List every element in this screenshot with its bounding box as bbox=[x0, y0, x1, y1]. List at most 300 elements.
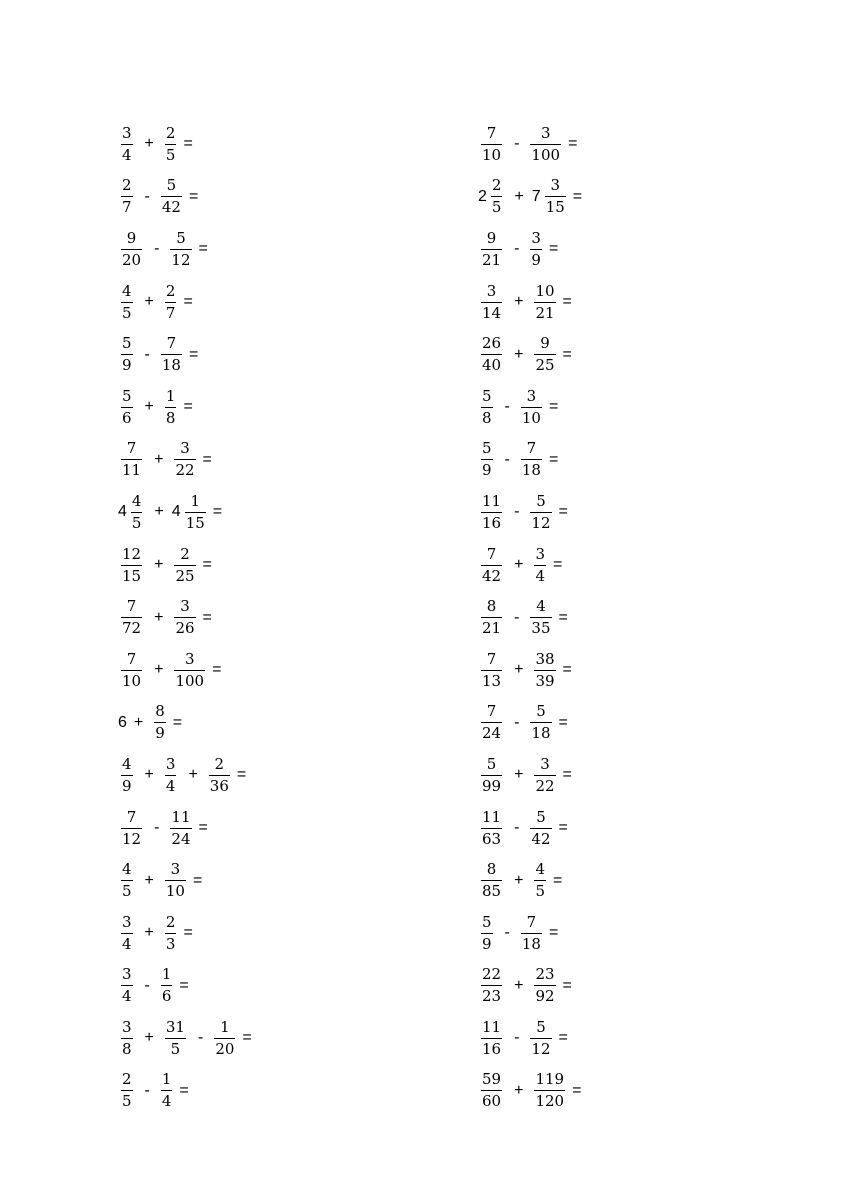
fraction-numerator: 1 bbox=[161, 965, 172, 984]
equals-sign: = bbox=[212, 661, 222, 679]
fraction bbox=[121, 123, 133, 164]
problem-row bbox=[478, 854, 582, 907]
fraction-numerator: 3 bbox=[122, 1017, 132, 1036]
problem-row bbox=[478, 486, 582, 539]
fraction-numerator: 5 bbox=[482, 386, 492, 405]
fraction bbox=[121, 862, 133, 899]
fraction-denominator: 4 bbox=[122, 987, 132, 1006]
equals-sign: = bbox=[548, 240, 559, 258]
problem-row bbox=[478, 749, 582, 802]
equals-sign: = bbox=[548, 924, 559, 942]
fraction-denominator: 10 bbox=[482, 145, 502, 164]
fraction bbox=[481, 649, 502, 690]
fraction-denominator: 24 bbox=[171, 829, 191, 848]
equals-sign: = bbox=[552, 871, 563, 889]
operator: - bbox=[504, 924, 510, 942]
fraction bbox=[534, 544, 546, 585]
fraction-denominator: 5 bbox=[170, 1039, 181, 1058]
fraction-numerator: 7 bbox=[166, 334, 177, 353]
problem-row bbox=[118, 907, 252, 960]
fraction-denominator: 22 bbox=[535, 776, 555, 795]
operator: - bbox=[514, 608, 520, 626]
fraction bbox=[170, 807, 191, 848]
operator: - bbox=[144, 187, 150, 205]
problem-row bbox=[478, 539, 582, 592]
fraction bbox=[481, 386, 493, 427]
fraction bbox=[534, 281, 555, 322]
fraction-denominator: 18 bbox=[521, 934, 541, 953]
fraction-numerator: 9 bbox=[540, 334, 550, 353]
fraction bbox=[534, 649, 555, 690]
fraction bbox=[121, 386, 133, 427]
fraction-numerator: 5 bbox=[176, 228, 186, 247]
fraction bbox=[165, 281, 177, 322]
fraction bbox=[481, 281, 502, 322]
fraction-denominator: 15 bbox=[122, 566, 142, 585]
fraction-numerator: 2 bbox=[122, 1070, 132, 1089]
fraction bbox=[530, 123, 561, 164]
equals-sign: = bbox=[558, 1029, 568, 1047]
fraction-denominator: 21 bbox=[482, 619, 502, 638]
equals-sign: = bbox=[562, 976, 572, 994]
fraction bbox=[161, 1072, 173, 1109]
fraction-denominator: 22 bbox=[175, 461, 195, 480]
problem-row bbox=[118, 171, 252, 224]
fraction-denominator: 72 bbox=[122, 619, 142, 638]
problem-row bbox=[118, 276, 252, 329]
fraction-denominator: 10 bbox=[521, 408, 541, 427]
fraction-numerator: 23 bbox=[535, 965, 555, 984]
equals-sign: = bbox=[572, 187, 583, 205]
problem-row bbox=[478, 1065, 582, 1118]
fraction bbox=[121, 967, 133, 1004]
operator: + bbox=[514, 556, 524, 574]
problem-row bbox=[118, 1065, 252, 1118]
equals-sign: = bbox=[558, 713, 568, 731]
problem-row bbox=[118, 644, 252, 697]
fraction bbox=[481, 123, 502, 164]
equals-sign: = bbox=[202, 556, 212, 574]
fraction-numerator: 2 bbox=[165, 123, 176, 142]
fraction-numerator: 2 bbox=[122, 176, 132, 195]
fraction-denominator: 7 bbox=[165, 303, 176, 322]
fraction-numerator: 10 bbox=[535, 281, 555, 300]
operator: - bbox=[514, 819, 520, 837]
fraction-denominator: 20 bbox=[215, 1039, 235, 1058]
problem-row bbox=[478, 223, 582, 276]
equals-sign: = bbox=[558, 503, 568, 521]
fraction-numerator: 11 bbox=[482, 1017, 502, 1036]
fraction-numerator: 119 bbox=[535, 1070, 565, 1089]
equals-sign: = bbox=[548, 450, 559, 468]
fraction-denominator: 4 bbox=[165, 776, 176, 795]
equals-sign: = bbox=[179, 1081, 189, 1099]
fraction-numerator: 3 bbox=[165, 754, 176, 773]
fraction-numerator: 4 bbox=[535, 860, 545, 879]
problem-row bbox=[118, 591, 252, 644]
fraction bbox=[165, 386, 177, 427]
equals-sign: = bbox=[562, 293, 572, 311]
operator: + bbox=[188, 766, 198, 784]
fraction-numerator: 1 bbox=[220, 1017, 230, 1036]
operator: + bbox=[154, 608, 164, 626]
fraction bbox=[174, 544, 195, 585]
fraction-denominator: 21 bbox=[535, 303, 555, 322]
fraction bbox=[209, 754, 230, 795]
fraction-numerator: 5 bbox=[486, 754, 497, 773]
fraction-denominator: 6 bbox=[161, 987, 172, 1006]
fraction-numerator: 22 bbox=[482, 965, 502, 984]
equals-sign: = bbox=[183, 924, 193, 942]
fraction-denominator: 92 bbox=[535, 987, 555, 1006]
fraction bbox=[521, 912, 542, 953]
problem-row bbox=[478, 381, 582, 434]
fraction-numerator: 9 bbox=[486, 228, 497, 247]
operator: + bbox=[514, 661, 524, 679]
fraction bbox=[491, 178, 503, 215]
fraction-denominator: 5 bbox=[491, 198, 502, 217]
fraction-numerator: 5 bbox=[482, 439, 492, 458]
fraction bbox=[534, 754, 555, 795]
equals-sign: = bbox=[172, 713, 183, 731]
fraction-denominator: 63 bbox=[482, 829, 502, 848]
operator: + bbox=[144, 766, 154, 784]
fraction-denominator: 25 bbox=[175, 566, 195, 585]
fraction-numerator: 11 bbox=[482, 807, 502, 826]
fraction-numerator: 3 bbox=[170, 860, 181, 879]
operator: - bbox=[514, 503, 520, 521]
equals-sign: = bbox=[183, 398, 193, 416]
fraction-denominator: 42 bbox=[482, 566, 502, 585]
operator: + bbox=[144, 135, 154, 153]
fraction-numerator: 4 bbox=[122, 860, 132, 879]
fraction bbox=[481, 862, 502, 899]
fraction-numerator: 1 bbox=[161, 1070, 172, 1089]
fraction-numerator: 2 bbox=[165, 912, 176, 931]
fraction-numerator: 7 bbox=[126, 649, 137, 668]
fraction bbox=[121, 544, 142, 585]
fraction bbox=[154, 704, 166, 741]
fraction-denominator: 11 bbox=[122, 461, 142, 480]
fraction bbox=[121, 178, 133, 215]
fraction bbox=[481, 599, 502, 636]
fraction-numerator: 1 bbox=[165, 386, 176, 405]
fraction bbox=[165, 862, 186, 899]
fraction-numerator: 5 bbox=[122, 334, 132, 353]
fraction-denominator: 8 bbox=[122, 1039, 132, 1058]
fraction-numerator: 38 bbox=[535, 649, 555, 668]
problem-row bbox=[118, 486, 252, 539]
operator: - bbox=[514, 1029, 520, 1047]
fraction-numerator: 3 bbox=[180, 597, 190, 616]
fraction-denominator: 9 bbox=[531, 250, 541, 269]
problem-row bbox=[478, 171, 582, 224]
operator: + bbox=[154, 503, 164, 521]
operator: - bbox=[514, 713, 520, 731]
whole-number: 4 bbox=[118, 503, 127, 521]
fraction bbox=[481, 704, 502, 741]
fraction-denominator: 85 bbox=[482, 882, 502, 901]
fraction-denominator: 4 bbox=[535, 566, 545, 585]
fraction bbox=[131, 491, 143, 532]
fraction-denominator: 12 bbox=[171, 250, 191, 269]
fraction-denominator: 12 bbox=[531, 1039, 551, 1058]
problem-row bbox=[478, 434, 582, 487]
fraction bbox=[121, 599, 142, 636]
equals-sign: = bbox=[202, 608, 212, 626]
fraction bbox=[481, 441, 493, 478]
fraction bbox=[174, 599, 195, 636]
fraction bbox=[185, 491, 206, 532]
operator: + bbox=[154, 556, 164, 574]
fraction bbox=[165, 1017, 186, 1058]
fraction-numerator: 5 bbox=[122, 386, 132, 405]
fraction bbox=[521, 386, 542, 427]
operator: + bbox=[144, 1029, 154, 1047]
fraction-denominator: 24 bbox=[482, 724, 502, 743]
operator: + bbox=[514, 293, 524, 311]
operator: + bbox=[514, 187, 524, 205]
fraction bbox=[214, 1017, 235, 1058]
equals-sign: = bbox=[562, 766, 572, 784]
operator: + bbox=[514, 345, 524, 363]
problem-row bbox=[118, 434, 252, 487]
equals-sign: = bbox=[179, 976, 189, 994]
fraction-denominator: 5 bbox=[122, 882, 132, 901]
fraction-denominator: 26 bbox=[175, 619, 195, 638]
problem-row bbox=[478, 802, 582, 855]
fraction bbox=[121, 441, 142, 478]
fraction bbox=[481, 491, 502, 532]
fraction-denominator: 8 bbox=[482, 408, 492, 427]
fraction bbox=[530, 807, 551, 848]
fraction bbox=[121, 336, 133, 373]
equals-sign: = bbox=[183, 293, 193, 311]
problem-row bbox=[118, 381, 252, 434]
operator: + bbox=[144, 293, 154, 311]
right-problem-column bbox=[478, 118, 582, 1117]
fraction-denominator: 23 bbox=[482, 987, 502, 1006]
fraction-numerator: 5 bbox=[536, 1017, 546, 1036]
fraction-numerator: 3 bbox=[540, 123, 551, 142]
fraction-denominator: 99 bbox=[482, 776, 502, 795]
operator: + bbox=[154, 661, 164, 679]
fraction bbox=[481, 336, 502, 373]
fraction-numerator: 11 bbox=[482, 491, 502, 510]
operator: + bbox=[514, 871, 524, 889]
fraction-denominator: 12 bbox=[122, 829, 142, 848]
operator: - bbox=[144, 345, 150, 363]
equals-sign: = bbox=[548, 398, 559, 416]
equals-sign: = bbox=[212, 503, 223, 521]
fraction-numerator: 3 bbox=[122, 123, 132, 142]
problem-row bbox=[478, 697, 582, 750]
fraction-denominator: 25 bbox=[535, 356, 555, 375]
fraction-numerator: 12 bbox=[122, 544, 142, 563]
fraction bbox=[481, 807, 502, 848]
fraction-numerator: 7 bbox=[486, 702, 497, 721]
fraction-numerator: 7 bbox=[486, 544, 497, 563]
equals-sign: = bbox=[198, 240, 208, 258]
fraction bbox=[530, 704, 551, 741]
operator: - bbox=[144, 1081, 150, 1099]
fraction bbox=[121, 912, 133, 953]
equals-sign: = bbox=[558, 608, 568, 626]
fraction-denominator: 20 bbox=[122, 250, 142, 269]
fraction-denominator: 9 bbox=[155, 724, 165, 743]
problem-row bbox=[118, 539, 252, 592]
fraction-denominator: 15 bbox=[545, 198, 565, 217]
fraction-denominator: 10 bbox=[122, 671, 142, 690]
equals-sign: = bbox=[552, 556, 563, 574]
fraction-numerator: 4 bbox=[122, 281, 132, 300]
fraction bbox=[534, 862, 546, 899]
problem-row bbox=[118, 1012, 252, 1065]
fraction-denominator: 100 bbox=[531, 145, 561, 164]
fraction-denominator: 18 bbox=[161, 356, 181, 375]
problem-row bbox=[118, 118, 252, 171]
fraction-numerator: 31 bbox=[165, 1017, 185, 1036]
equals-sign: = bbox=[572, 1081, 582, 1099]
fraction-denominator: 9 bbox=[122, 356, 132, 375]
fraction-denominator: 14 bbox=[482, 303, 502, 322]
fraction-numerator: 7 bbox=[526, 912, 537, 931]
fraction-numerator: 7 bbox=[126, 439, 137, 458]
fraction-numerator: 8 bbox=[155, 702, 165, 721]
fraction bbox=[481, 1072, 502, 1109]
fraction bbox=[530, 491, 551, 532]
fraction bbox=[530, 1017, 551, 1058]
fraction bbox=[121, 1017, 133, 1058]
operator: + bbox=[144, 924, 154, 942]
fraction-numerator: 5 bbox=[536, 491, 546, 510]
problem-row bbox=[118, 854, 252, 907]
whole-number: 2 bbox=[478, 187, 487, 205]
fraction-numerator: 4 bbox=[131, 491, 142, 510]
fraction-numerator: 2 bbox=[491, 176, 502, 195]
fraction bbox=[534, 1072, 565, 1109]
equals-sign: = bbox=[236, 766, 247, 784]
fraction-denominator: 18 bbox=[531, 724, 551, 743]
equals-sign: = bbox=[242, 1029, 252, 1047]
problem-row bbox=[478, 328, 582, 381]
fraction-denominator: 9 bbox=[482, 461, 492, 480]
fraction bbox=[121, 754, 133, 795]
problem-row bbox=[118, 802, 252, 855]
fraction-denominator: 42 bbox=[531, 829, 551, 848]
fraction-denominator: 5 bbox=[131, 513, 142, 532]
fraction bbox=[534, 967, 555, 1004]
fraction bbox=[481, 544, 502, 585]
operator: - bbox=[514, 135, 520, 153]
left-problem-column bbox=[118, 118, 252, 1117]
problem-row bbox=[478, 644, 582, 697]
whole-number: 7 bbox=[531, 187, 541, 205]
fraction-denominator: 5 bbox=[122, 1092, 132, 1111]
fraction-denominator: 4 bbox=[122, 145, 132, 164]
fraction-numerator: 5 bbox=[482, 912, 492, 931]
fraction bbox=[161, 967, 173, 1004]
problem-row bbox=[118, 960, 252, 1013]
problem-row bbox=[118, 328, 252, 381]
fraction-numerator: 4 bbox=[536, 597, 546, 616]
fraction bbox=[165, 123, 177, 164]
fraction bbox=[165, 754, 177, 795]
fraction-numerator: 2 bbox=[165, 281, 176, 300]
operator: - bbox=[504, 450, 510, 468]
problem-row bbox=[478, 960, 582, 1013]
operator: - bbox=[514, 240, 520, 258]
fraction bbox=[481, 967, 502, 1004]
operator: + bbox=[133, 713, 144, 731]
problem-row bbox=[478, 276, 582, 329]
fraction-numerator: 3 bbox=[122, 965, 132, 984]
fraction-numerator: 11 bbox=[171, 807, 191, 826]
fraction-denominator: 100 bbox=[175, 671, 205, 690]
fraction bbox=[174, 649, 205, 690]
fraction-denominator: 36 bbox=[209, 776, 229, 795]
fraction bbox=[121, 228, 142, 269]
fraction bbox=[521, 441, 542, 478]
equals-sign: = bbox=[202, 450, 212, 468]
operator: + bbox=[144, 871, 154, 889]
fraction-denominator: 39 bbox=[535, 671, 555, 690]
fraction-numerator: 59 bbox=[482, 1070, 502, 1089]
fraction bbox=[165, 912, 177, 953]
fraction-numerator: 7 bbox=[526, 439, 537, 458]
fraction bbox=[161, 178, 182, 215]
operator: + bbox=[514, 976, 524, 994]
fraction-denominator: 6 bbox=[122, 408, 132, 427]
fraction-denominator: 3 bbox=[165, 934, 176, 953]
fraction-denominator: 8 bbox=[165, 408, 176, 427]
fraction-denominator: 40 bbox=[482, 356, 502, 375]
fraction bbox=[481, 754, 502, 795]
fraction-denominator: 4 bbox=[161, 1092, 172, 1111]
fraction bbox=[174, 441, 195, 478]
fraction-numerator: 3 bbox=[540, 754, 550, 773]
fraction bbox=[530, 599, 551, 636]
fraction-numerator: 3 bbox=[535, 544, 545, 563]
operator: + bbox=[144, 398, 154, 416]
fraction-denominator: 7 bbox=[122, 198, 132, 217]
fraction-denominator: 13 bbox=[482, 671, 502, 690]
equals-sign: = bbox=[568, 135, 578, 153]
fraction bbox=[481, 912, 493, 953]
fraction-denominator: 16 bbox=[482, 513, 502, 532]
operator: - bbox=[154, 240, 160, 258]
operator: + bbox=[154, 450, 164, 468]
fraction-denominator: 5 bbox=[165, 145, 176, 164]
fraction-denominator: 4 bbox=[122, 934, 132, 953]
fraction-numerator: 7 bbox=[126, 597, 137, 616]
problem-row bbox=[118, 749, 252, 802]
fraction bbox=[534, 336, 555, 373]
fraction bbox=[530, 228, 542, 269]
fraction bbox=[481, 228, 502, 269]
fraction-numerator: 3 bbox=[550, 176, 561, 195]
problem-row bbox=[478, 591, 582, 644]
fraction-denominator: 18 bbox=[521, 461, 541, 480]
whole-number: 6 bbox=[118, 713, 127, 731]
operator: + bbox=[514, 1081, 524, 1099]
operator: - bbox=[154, 819, 160, 837]
fraction-numerator: 7 bbox=[126, 807, 137, 826]
fraction-denominator: 35 bbox=[531, 619, 551, 638]
fraction-numerator: 2 bbox=[180, 544, 190, 563]
fraction-numerator: 3 bbox=[122, 912, 132, 931]
problem-row bbox=[478, 118, 582, 171]
